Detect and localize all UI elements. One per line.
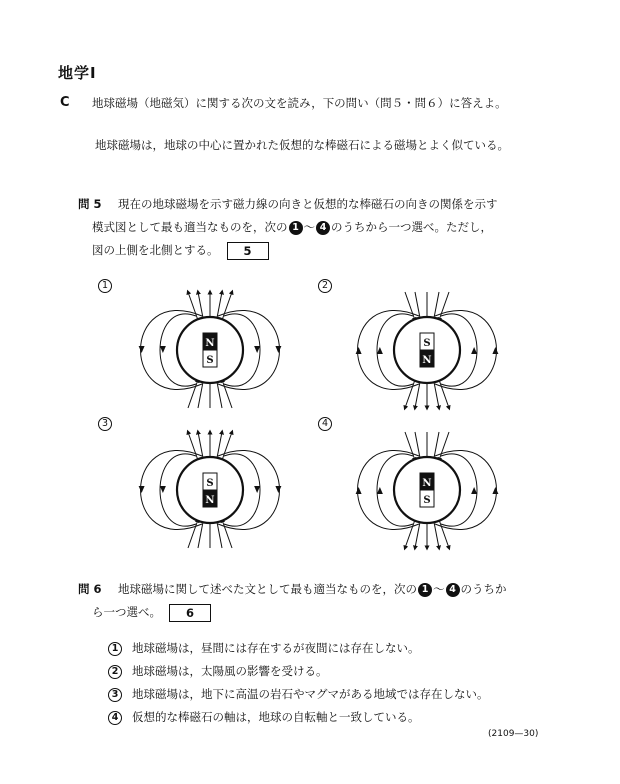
field-arrow: [377, 487, 383, 494]
field-arrow: [356, 487, 362, 494]
intro-paragraph: 地球磁場は，地球の中心に置かれた仮想的な棒磁石による磁場とよく似ている。: [95, 138, 509, 152]
radial-line: [405, 520, 415, 548]
radial-line: [188, 380, 198, 408]
diagram-1: [139, 292, 282, 408]
q6-range-start-marker: 1: [418, 583, 432, 597]
radial-line: [439, 292, 449, 320]
choice-3-text: 地球磁場は，地下に高温の岩石やマグマがある地域では存在しない。: [132, 687, 489, 701]
q6-line1b: のうちか: [460, 582, 507, 596]
magnet-top-label: N: [422, 478, 432, 489]
q6-line2: [92, 601, 211, 624]
range-sep: ～: [303, 220, 315, 234]
choice-4-text: 仮想的な棒磁石の軸は，地球の自転軸と一致している。: [132, 710, 420, 724]
field-arrow: [471, 487, 477, 494]
diagram-number-3[interactable]: 3: [98, 417, 112, 431]
q6-line2-text: ら一つ選べ。: [92, 605, 161, 619]
magnetic-field-diagrams: [90, 270, 550, 560]
radial-line: [222, 520, 232, 548]
choice-4-marker: 4: [108, 711, 122, 725]
choice-1-text: 地球磁場は，昼間には存在するが夜間には存在しない。: [132, 641, 420, 655]
field-arrow: [471, 347, 477, 354]
choice-2-marker: 2: [108, 665, 122, 679]
q5-line2b: のうちから一つ選べ。ただし，: [331, 220, 492, 234]
radial-line: [188, 520, 198, 548]
diagram-4: [356, 432, 499, 548]
field-arrow: [356, 347, 362, 354]
choice-2-text: 地球磁場は，太陽風の影響を受ける。: [132, 664, 328, 678]
q5-line1: 現在の地球磁場を示す磁力線の向きと仮想的な棒磁石の向きの関係を示す: [118, 197, 498, 211]
choice-3-marker: 3: [108, 688, 122, 702]
diagram-number-4[interactable]: 4: [318, 417, 332, 431]
choice-4[interactable]: [108, 709, 420, 725]
magnet-bottom-label: N: [422, 355, 432, 366]
choice-3[interactable]: [108, 686, 489, 702]
field-arrow: [139, 346, 145, 353]
radial-line: [222, 432, 232, 460]
range-start-marker: 1: [289, 221, 303, 235]
q5-line2a: 模式図として最も適当なものを，次の: [92, 220, 288, 234]
radial-line: [188, 292, 198, 320]
q5-label: 問 5: [78, 197, 102, 211]
field-arrow: [160, 486, 166, 493]
answer-box-6[interactable]: 6: [169, 604, 211, 622]
choice-2[interactable]: [108, 663, 328, 679]
diagram-number-1[interactable]: 1: [98, 279, 112, 293]
q6-range-sep: ～: [433, 582, 445, 596]
diagram-3: [139, 432, 282, 548]
magnet-bottom-label: S: [423, 495, 431, 506]
radial-line: [405, 432, 415, 460]
magnet-top-label: N: [205, 338, 215, 349]
radial-line: [405, 380, 415, 408]
magnet-top-label: S: [423, 338, 431, 349]
radial-line: [222, 380, 232, 408]
radial-line: [439, 432, 449, 460]
radial-line: [222, 292, 232, 320]
field-arrow: [139, 486, 145, 493]
choice-1-marker: 1: [108, 642, 122, 656]
radial-line: [405, 292, 415, 320]
field-arrow: [160, 346, 166, 353]
q5-line3-text: 図の上側を北側とする。: [92, 243, 219, 257]
q5-line3: [92, 239, 269, 262]
magnet-bottom-label: S: [206, 355, 214, 366]
q6-label: 問 6: [78, 582, 102, 596]
q6-range-end-marker: 4: [446, 583, 460, 597]
choice-1[interactable]: [108, 640, 420, 656]
magnet-top-label: S: [206, 478, 214, 489]
diagram-2: [356, 292, 499, 408]
section-instruction: 地球磁場（地磁気）に関する次の文を読み，下の問い（問５・問６）に答えよ。: [92, 96, 507, 110]
range-end-marker: 4: [316, 221, 330, 235]
subject-title: 地学Ⅰ: [58, 64, 97, 82]
radial-line: [439, 520, 449, 548]
answer-box-5[interactable]: 5: [227, 242, 269, 260]
field-arrow: [492, 347, 498, 354]
field-arrow: [254, 346, 260, 353]
field-arrow: [275, 346, 281, 353]
radial-line: [188, 432, 198, 460]
q6-line1a: 地球磁場に関して述べた文として最も適当なものを，次の: [118, 582, 417, 596]
radial-line: [439, 380, 449, 408]
page-footer: (2109—30): [488, 729, 539, 739]
field-arrow: [275, 486, 281, 493]
field-arrow: [492, 487, 498, 494]
diagram-number-2[interactable]: 2: [318, 279, 332, 293]
field-arrow: [377, 347, 383, 354]
magnet-bottom-label: N: [205, 495, 215, 506]
q5-line2: [92, 216, 492, 239]
field-arrow: [254, 486, 260, 493]
q6-line1: [118, 578, 507, 601]
section-label: C: [60, 95, 70, 110]
